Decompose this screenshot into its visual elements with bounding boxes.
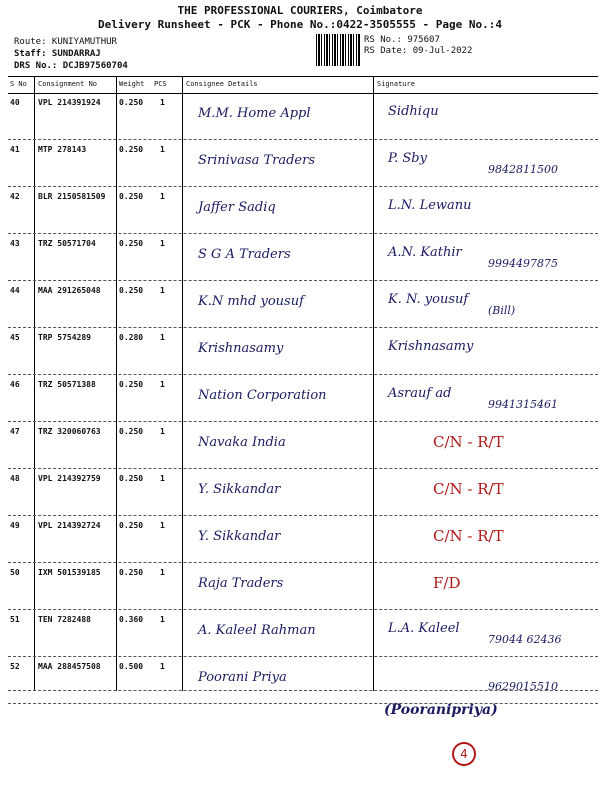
pcs-cell: 1 bbox=[160, 333, 165, 342]
rs-date: RS Date: 09-Jul-2022 bbox=[364, 46, 473, 56]
pcs-cell: 1 bbox=[160, 427, 165, 436]
pcs-cell: 1 bbox=[160, 145, 165, 154]
consignee-handwriting: M.M. Home Appl bbox=[198, 106, 311, 121]
consignee-handwriting: Nation Corporation bbox=[198, 388, 327, 403]
col-consignee: Consignee Details bbox=[186, 80, 258, 88]
pcs-cell: 1 bbox=[160, 98, 165, 107]
weight-cell: 0.250 bbox=[119, 427, 144, 436]
signature-handwriting: Asrauf ad bbox=[388, 386, 452, 401]
barcode-image bbox=[316, 34, 360, 66]
signature-handwriting: C/N - R/T bbox=[433, 480, 504, 498]
table-row bbox=[8, 280, 598, 328]
rs-number: RS No.: 975607 bbox=[364, 35, 440, 45]
signature-handwriting: P. Sby bbox=[388, 151, 427, 166]
sno-cell: 43 bbox=[10, 239, 20, 248]
sno-cell: 40 bbox=[10, 98, 20, 107]
pcs-cell: 1 bbox=[160, 521, 165, 530]
table-row bbox=[8, 233, 598, 281]
consignment-cell: BLR 2150581509 bbox=[38, 192, 106, 201]
table-row bbox=[8, 515, 598, 563]
col-pcs: PCS bbox=[154, 80, 167, 88]
receiver-name: (Pooranipriya) bbox=[384, 702, 498, 718]
col-signature: Signature bbox=[377, 80, 415, 88]
consignee-handwriting: Poorani Priya bbox=[198, 670, 287, 685]
consignee-handwriting: Srinivasa Traders bbox=[198, 153, 315, 168]
pcs-cell: 1 bbox=[160, 192, 165, 201]
sno-cell: 41 bbox=[10, 145, 20, 154]
weight-cell: 0.360 bbox=[119, 615, 144, 624]
sno-cell: 49 bbox=[10, 521, 20, 530]
route-label: Route: KUNIYAMUTHUR bbox=[14, 37, 117, 47]
signature-note: 79044 62436 bbox=[488, 633, 562, 646]
consignment-cell: TRZ 320060763 bbox=[38, 427, 101, 436]
sno-cell: 42 bbox=[10, 192, 20, 201]
pcs-cell: 1 bbox=[160, 239, 165, 248]
pcs-cell: 1 bbox=[160, 286, 165, 295]
sno-cell: 47 bbox=[10, 427, 20, 436]
runsheet-subtitle: Delivery Runsheet - PCK - Phone No.:0422-3505555 - Page No.:4 bbox=[98, 18, 502, 31]
signature-note: 9994497875 bbox=[488, 257, 558, 270]
consignment-cell: MAA 291265048 bbox=[38, 286, 101, 295]
table-row bbox=[8, 609, 598, 657]
table-row bbox=[8, 139, 598, 187]
signature-handwriting: K. N. yousuf bbox=[388, 292, 469, 307]
pcs-cell: 1 bbox=[160, 474, 165, 483]
table-row bbox=[8, 92, 598, 140]
signature-handwriting: Sidhiqu bbox=[388, 104, 439, 119]
consignment-cell: TRZ 50571704 bbox=[38, 239, 96, 248]
consignee-handwriting: A. Kaleel Rahman bbox=[198, 623, 316, 638]
consignment-cell: TRP 5754289 bbox=[38, 333, 91, 342]
consignee-handwriting: Navaka India bbox=[198, 435, 286, 450]
staff-label: Staff: SUNDARRAJ bbox=[14, 49, 101, 59]
weight-cell: 0.250 bbox=[119, 145, 144, 154]
consignee-handwriting: Y. Sikkandar bbox=[198, 482, 281, 497]
consignee-handwriting: Jaffer Sadiq bbox=[198, 200, 276, 215]
pcs-cell: 1 bbox=[160, 568, 165, 577]
sno-cell: 48 bbox=[10, 474, 20, 483]
consignment-cell: IXM 501539185 bbox=[38, 568, 101, 577]
runsheet-title: THE PROFESSIONAL COURIERS, Coimbatore bbox=[177, 4, 423, 17]
signature-note: 9629015510 bbox=[488, 680, 558, 693]
consignee-handwriting: Raja Traders bbox=[198, 576, 284, 591]
table-row bbox=[8, 327, 598, 375]
weight-cell: 0.250 bbox=[119, 521, 144, 530]
consignee-handwriting: S G A Traders bbox=[198, 247, 291, 262]
weight-cell: 0.250 bbox=[119, 98, 144, 107]
consignment-cell: TEN 7282488 bbox=[38, 615, 91, 624]
signature-handwriting: L.N. Lewanu bbox=[388, 198, 472, 213]
consignment-cell: TRZ 50571388 bbox=[38, 380, 96, 389]
sno-cell: 44 bbox=[10, 286, 20, 295]
table-row bbox=[8, 656, 598, 704]
weight-cell: 0.250 bbox=[119, 380, 144, 389]
consignment-cell: VPL 214391924 bbox=[38, 98, 101, 107]
sno-cell: 52 bbox=[10, 662, 20, 671]
signature-note: (Bill) bbox=[488, 304, 516, 317]
table-row bbox=[8, 562, 598, 610]
weight-cell: 0.250 bbox=[119, 192, 144, 201]
consignment-cell: MTP 278143 bbox=[38, 145, 87, 154]
table-row bbox=[8, 468, 598, 516]
table-bottom-line bbox=[8, 690, 598, 691]
sno-cell: 45 bbox=[10, 333, 20, 342]
sno-cell: 50 bbox=[10, 568, 20, 577]
signature-handwriting: L.A. Kaleel bbox=[388, 621, 460, 636]
consignee-handwriting: K.N mhd yousuf bbox=[198, 294, 304, 309]
weight-cell: 0.250 bbox=[119, 474, 144, 483]
weight-cell: 0.250 bbox=[119, 568, 144, 577]
signature-handwriting: Krishnasamy bbox=[388, 339, 474, 354]
signature-handwriting: C/N - R/T bbox=[433, 433, 504, 451]
weight-cell: 0.500 bbox=[119, 662, 144, 671]
table-row bbox=[8, 374, 598, 422]
consignee-handwriting: Y. Sikkandar bbox=[198, 529, 281, 544]
sno-cell: 46 bbox=[10, 380, 20, 389]
signature-note: 9842811500 bbox=[488, 163, 558, 176]
weight-cell: 0.250 bbox=[119, 239, 144, 248]
signature-handwriting: C/N - R/T bbox=[433, 527, 504, 545]
col-sno: S No bbox=[10, 80, 27, 88]
consignee-handwriting: Krishnasamy bbox=[198, 341, 284, 356]
signature-handwriting: F/D bbox=[433, 574, 461, 592]
drs-label: DRS No.: DCJB97560704 bbox=[14, 61, 128, 71]
weight-cell: 0.250 bbox=[119, 286, 144, 295]
signature-handwriting: A.N. Kathir bbox=[388, 245, 462, 260]
weight-cell: 0.280 bbox=[119, 333, 144, 342]
pcs-cell: 1 bbox=[160, 615, 165, 624]
pcs-cell: 1 bbox=[160, 380, 165, 389]
sno-cell: 51 bbox=[10, 615, 20, 624]
signature-note: 9941315461 bbox=[488, 398, 558, 411]
col-weight: Weight bbox=[119, 80, 145, 88]
col-consignment: Consignment No bbox=[38, 80, 98, 88]
consignment-cell: MAA 288457508 bbox=[38, 662, 101, 671]
page-mark-circle: 4 bbox=[452, 742, 476, 766]
table-row bbox=[8, 421, 598, 469]
table-row bbox=[8, 186, 598, 234]
consignment-cell: VPL 214392759 bbox=[38, 474, 101, 483]
consignment-cell: VPL 214392724 bbox=[38, 521, 101, 530]
pcs-cell: 1 bbox=[160, 662, 165, 671]
